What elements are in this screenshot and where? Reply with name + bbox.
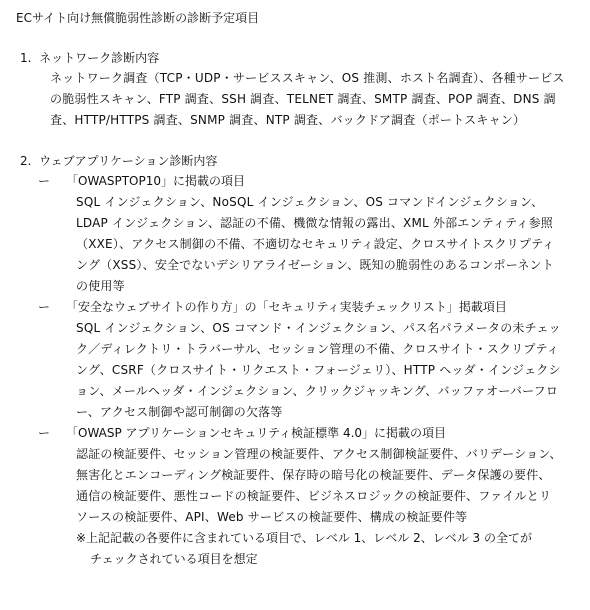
webapp-item-owasp-top10-heading	[16, 171, 576, 192]
section-webapp	[16, 151, 576, 570]
webapp-item-owasp-asvs-label: 「OWASP アプリケーションセキュリティ検証標準 4.0」に掲載の項目	[66, 426, 447, 440]
level-note	[76, 528, 562, 570]
webapp-item-owasp-asvs-heading	[16, 423, 576, 444]
section-webapp-heading: 2. ウェブアプリケーション診断内容	[20, 154, 218, 168]
webapp-item-owasp-asvs-body: 認証の検証要件、セッション管理の検証要件、アクセス制御検証要件、バリデーション、無害化とエンコーディング検証要件、保存時の暗号化の検証要件、データ保護の要件、通信の検証要件、悪性コードの検証要件、ビジネスロジックの検証要件、ファイルとリソースの検証要件、API、Web サービスの検証要件、構成の検証要件等	[76, 447, 562, 524]
webapp-item-ipa-checklist-label: 「安全なウェブサイトの作り方」の「セキュリティ実装チェックリスト」掲載項目	[66, 300, 507, 314]
section-network-heading: 1. ネットワーク診断内容	[20, 51, 160, 65]
level-note-line1: ※上記記載の各要件に含まれている項目で、レベル 1、レベル 2、レベル 3 の全てが	[76, 531, 532, 545]
webapp-item-ipa-checklist-body: SQL インジェクション、OS コマンド・インジェクション、パス名パラメータの未チェック／ディレクトリ・トラバーサル、セッション管理の不備、クロスサイト・スクリプティング、CSRF（クロスサイト・リクエスト・フォージェリ）、HTTP ヘッダ・インジェクション、メールヘッダ・インジェクション、クリックジャッキング、バッファオーバーフロー、アクセス制御や認可制御の欠落等	[76, 321, 561, 419]
webapp-item-owasp-top10-body: SQL インジェクション、NoSQL インジェクション、OS コマンドインジェクション、LDAP インジェクション、認証の不備、機微な情報の露出、XML 外部エンティティ参照（XXE）、アクセス制御の不備、不適切なセキュリティ設定、クロスサイトスクリプティング（XSS）、安全でないデシリアライゼーション、既知の脆弱性のあるコンポーネントの使用等	[76, 195, 555, 293]
section-network	[16, 48, 576, 131]
webapp-item-ipa-checklist-heading	[16, 297, 576, 318]
dash-marker: ー	[38, 174, 51, 188]
document-title: ECサイト向け無償脆弱性診断の診断予定項目	[16, 11, 260, 25]
dash-marker: ー	[38, 426, 51, 440]
webapp-item-ipa-checklist	[16, 297, 576, 423]
webapp-item-owasp-top10	[16, 171, 576, 297]
section-network-body: ネットワーク調査（TCP・UDP・サービススキャン、OS 推測、ホスト名調査）、各種サービスの脆弱性スキャン、FTP 調査、SSH 調査、TELNET 調査、SMTP 調査、POP 調査、DNS 調査、HTTP/HTTPS 調査、SNMP 調査、NTP 調査、バックドア調査（ポートスキャン）	[50, 71, 565, 127]
level-note-line2: チェックされている項目を想定	[90, 552, 258, 566]
webapp-item-owasp-top10-label: 「OWASPTOP10」に掲載の項目	[66, 174, 245, 188]
webapp-item-owasp-asvs	[16, 423, 576, 528]
dash-marker: ー	[38, 300, 51, 314]
